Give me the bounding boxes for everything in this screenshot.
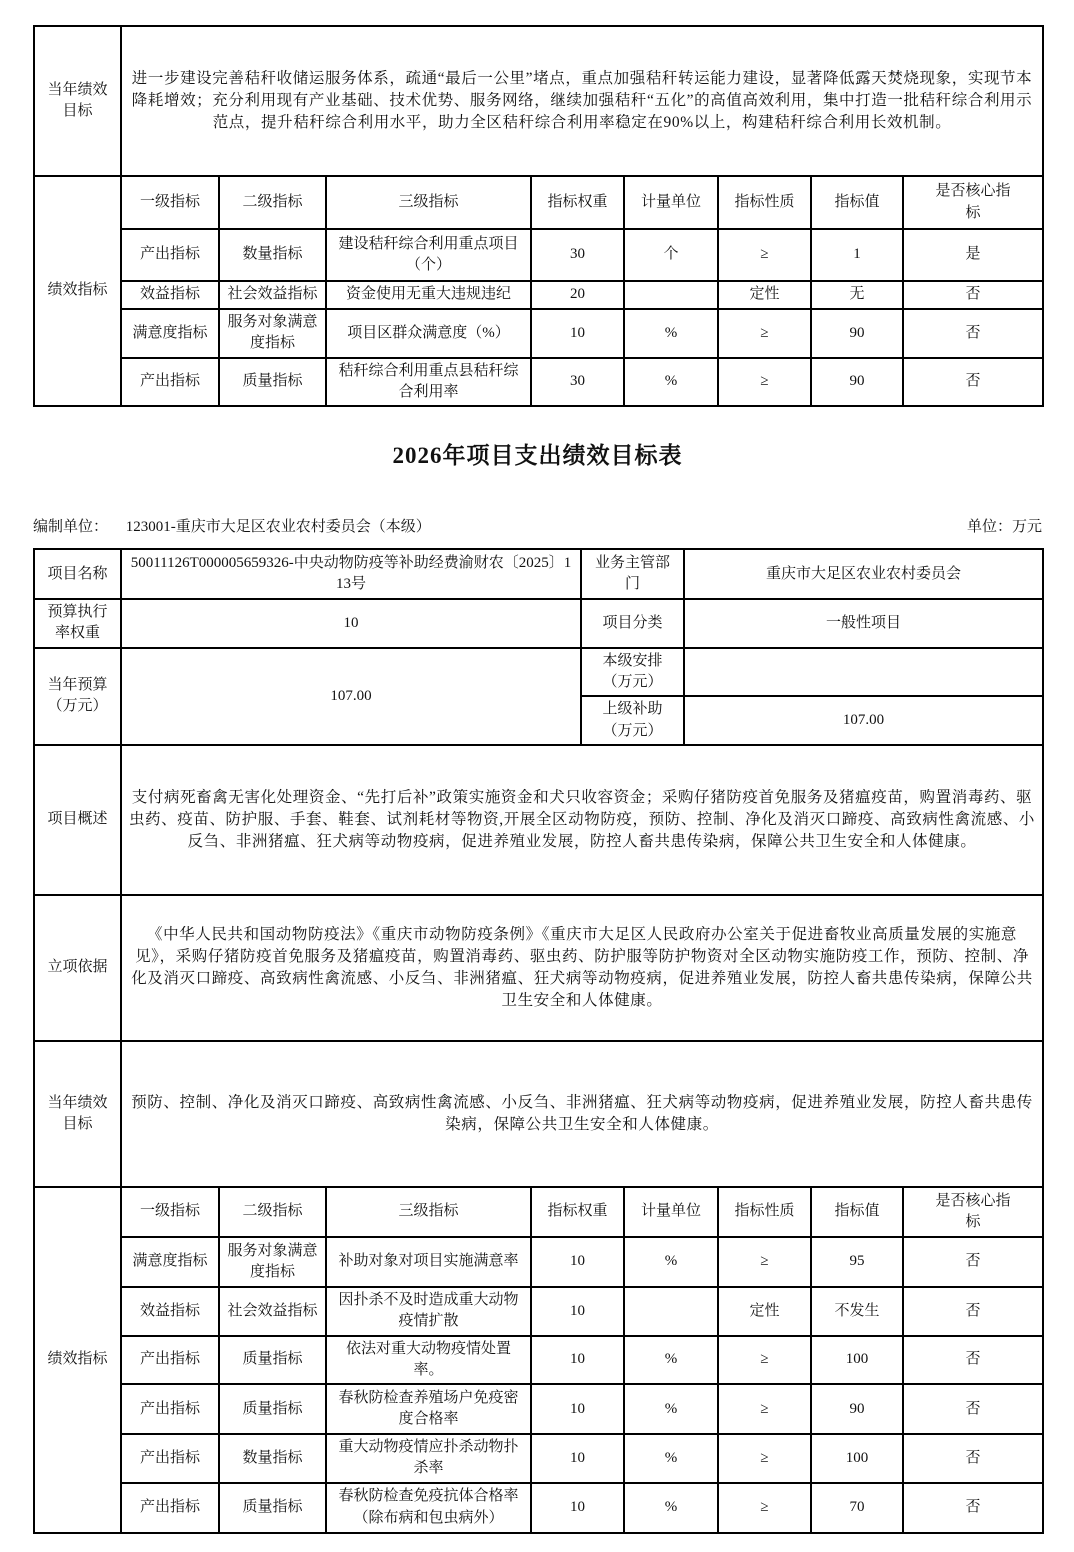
column-header-level3: 三级指标 [326, 1187, 531, 1237]
annual-goal-row [34, 26, 1043, 176]
nature-cell: ≥ [718, 1336, 811, 1385]
column-header-weight: 指标权重 [531, 176, 624, 229]
indicators-section-label: 绩效指标 [34, 176, 121, 406]
core-cell: 否 [903, 1384, 1043, 1434]
value-cell: 不发生 [811, 1287, 903, 1336]
weight-cell: 30 [531, 229, 624, 281]
indicator-row [34, 1287, 1043, 1336]
nature-cell: ≥ [718, 1237, 811, 1287]
core-cell: 否 [903, 358, 1043, 407]
weight-cell: 20 [531, 281, 624, 309]
top-performance-table [33, 25, 1044, 407]
level2-cell: 服务对象满意度指标 [219, 1237, 326, 1287]
core-cell: 否 [903, 1336, 1043, 1385]
indicator-row [34, 1384, 1043, 1434]
indicator-header-row [34, 1187, 1043, 1237]
nature-cell: ≥ [718, 1434, 811, 1483]
unit-cell: % [624, 1483, 718, 1533]
annual-goal-text: 预防、控制、净化及消灭口蹄疫、高致病性禽流感、小反刍、非洲猪瘟、狂犬病等动物疫病，促进养殖业发展，防控人畜共患传染病，保障公共卫生安全和人体健康。 [121, 1041, 1043, 1187]
level1-cell: 产出指标 [121, 229, 219, 281]
column-header-core-text: 是否核心指标 [935, 1192, 1011, 1230]
level1-cell: 产出指标 [121, 358, 219, 407]
value-cell: 95 [811, 1237, 903, 1287]
nature-cell: 定性 [718, 281, 811, 309]
dept-label: 业务主管部门 [581, 549, 684, 599]
level2-cell: 社会效益指标 [219, 281, 326, 309]
column-header-level3: 三级指标 [326, 176, 531, 229]
level1-cell: 产出指标 [121, 1434, 219, 1483]
column-header-weight: 指标权重 [531, 1187, 624, 1237]
core-cell: 否 [903, 1434, 1043, 1483]
overview-text: 支付病死畜禽无害化处理资金、“先打后补”政策实施资金和犬只收容资金；采购仔猪防疫首免服务及猪瘟疫苗，购置消毒药、驱虫药、疫苗、防护服、手套、鞋套、试剂耗材等物资,开展全区动物防疫，预防、控制、净化及消灭口蹄疫、高致病性禽流感、小反刍、非洲猪瘟、狂犬病等动物疫病，促进养殖业发展，防控人畜共患传染病，保障公共卫生安全和人体健康。 [121, 745, 1043, 895]
budget-value: 107.00 [121, 648, 581, 745]
value-cell: 1 [811, 229, 903, 281]
level2-cell: 社会效益指标 [219, 1287, 326, 1336]
budget-row [34, 648, 1043, 697]
unit-cell: 个 [624, 229, 718, 281]
weight-cell: 10 [531, 309, 624, 358]
core-cell: 否 [903, 1483, 1043, 1533]
meta-line [33, 515, 1042, 536]
value-cell: 无 [811, 281, 903, 309]
annual-goal-label: 当年绩效目标 [34, 26, 121, 176]
exec-weight-row [34, 599, 1043, 648]
subsidy-label: 上级补助（万元） [581, 696, 684, 745]
core-cell: 否 [903, 1287, 1043, 1336]
column-header-level1: 一级指标 [121, 176, 219, 229]
unit-cell [624, 1287, 718, 1336]
project-name-label: 项目名称 [34, 549, 121, 599]
weight-cell: 10 [531, 1237, 624, 1287]
column-header-core [903, 1187, 1043, 1237]
weight-cell: 10 [531, 1483, 624, 1533]
value-cell: 90 [811, 1384, 903, 1434]
prepared-by-label: 编制单位： [33, 519, 109, 536]
level2-cell: 服务对象满意度指标 [219, 309, 326, 358]
annual-goal-row [34, 1041, 1043, 1187]
indicators-section-label: 绩效指标 [34, 1187, 121, 1533]
project-info-table [33, 548, 1044, 1188]
level1-cell: 产出指标 [121, 1483, 219, 1533]
level3-cell: 建设秸秆综合利用重点项目（个） [326, 229, 531, 281]
project-indicator-table [33, 1186, 1044, 1534]
unit-note: 单位：万元 [966, 519, 1042, 536]
indicator-row [34, 229, 1043, 281]
project-name-value: 50011126T000005659326-中央动物防疫等补助经费渝财农〔2025〕113号 [121, 549, 581, 599]
budget-label: 当年预算（万元） [34, 648, 121, 745]
weight-cell: 30 [531, 358, 624, 407]
level3-cell: 重大动物疫情应扑杀动物扑杀率 [326, 1434, 531, 1483]
nature-cell: ≥ [718, 309, 811, 358]
nature-cell: ≥ [718, 229, 811, 281]
column-header-unit: 计量单位 [624, 1187, 718, 1237]
core-cell: 否 [903, 281, 1043, 309]
core-cell: 否 [903, 309, 1043, 358]
level1-cell: 效益指标 [121, 1287, 219, 1336]
exec-weight-value: 10 [121, 599, 581, 648]
column-header-nature: 指标性质 [718, 1187, 811, 1237]
basis-label: 立项依据 [34, 895, 121, 1041]
level1-cell: 效益指标 [121, 281, 219, 309]
unit-cell: % [624, 1237, 718, 1287]
indicator-row [34, 281, 1043, 309]
unit-cell: % [624, 309, 718, 358]
indicator-header-row [34, 176, 1043, 229]
indicator-row [34, 358, 1043, 407]
core-cell: 否 [903, 1237, 1043, 1287]
unit-cell: % [624, 1384, 718, 1434]
weight-cell: 10 [531, 1434, 624, 1483]
prepared-by [33, 515, 431, 536]
level2-cell: 质量指标 [219, 358, 326, 407]
local-arrangement-label: 本级安排（万元） [581, 648, 684, 697]
level3-cell: 秸秆综合利用重点县秸秆综合利用率 [326, 358, 531, 407]
level3-cell: 因扑杀不及时造成重大动物疫情扩散 [326, 1287, 531, 1336]
category-value: 一般性项目 [684, 599, 1043, 648]
nature-cell: ≥ [718, 358, 811, 407]
subsidy-value: 107.00 [684, 696, 1043, 745]
indicator-row [34, 1483, 1043, 1533]
unit-cell [624, 281, 718, 309]
value-cell: 90 [811, 309, 903, 358]
prepared-by-value: 123001-重庆市大足区农业农村委员会（本级） [125, 519, 431, 536]
column-header-core-text: 是否核心指标 [935, 183, 1011, 221]
nature-cell: ≥ [718, 1384, 811, 1434]
column-header-value: 指标值 [811, 176, 903, 229]
level2-cell: 数量指标 [219, 229, 326, 281]
level3-cell: 资金使用无重大违规违纪 [326, 281, 531, 309]
category-label: 项目分类 [581, 599, 684, 648]
level2-cell: 质量指标 [219, 1483, 326, 1533]
column-header-level2: 二级指标 [219, 1187, 326, 1237]
weight-cell: 10 [531, 1336, 624, 1385]
unit-cell: % [624, 1336, 718, 1385]
level3-cell: 春秋防检查养殖场户免疫密度合格率 [326, 1384, 531, 1434]
annual-goal-text: 进一步建设完善秸秆收储运服务体系，疏通“最后一公里”堵点，重点加强秸秆转运能力建设，显著降低露天焚烧现象，实现节本降耗增效；充分利用现有产业基础、技术优势、服务网络，继续加强秸秆“五化”的高值高效利用，集中打造一批秸秆综合利用示范点，提升秸秆综合利用水平，助力全区秸秆综合利用率稳定在90%以上，构建秸秆综合利用长效机制。 [121, 26, 1043, 176]
core-cell: 是 [903, 229, 1043, 281]
overview-label: 项目概述 [34, 745, 121, 895]
nature-cell: 定性 [718, 1287, 811, 1336]
basis-text: 《中华人民共和国动物防疫法》《重庆市动物防疫条例》《重庆市大足区人民政府办公室关于促进畜牧业高质量发展的实施意见》，采购仔猪防疫首免服务及猪瘟疫苗，购置消毒药、驱虫药、防护服等防护物资对全区动物实施防疫工作，预防、控制、净化及消灭口蹄疫、高致病性禽流感、小反刍、非洲猪瘟、狂犬病等动物疫病，促进养殖业发展，防控人畜共患传染病，保障公共卫生安全和人体健康。 [121, 895, 1043, 1041]
local-arrangement-value [684, 648, 1043, 697]
level1-cell: 满意度指标 [121, 309, 219, 358]
annual-goal-label: 当年绩效目标 [34, 1041, 121, 1187]
column-header-level1: 一级指标 [121, 1187, 219, 1237]
exec-weight-label: 预算执行率权重 [34, 599, 121, 648]
indicator-row [34, 1336, 1043, 1385]
value-cell: 100 [811, 1434, 903, 1483]
basis-row [34, 895, 1043, 1041]
column-header-core [903, 176, 1043, 229]
value-cell: 90 [811, 358, 903, 407]
unit-cell: % [624, 358, 718, 407]
level2-cell: 数量指标 [219, 1434, 326, 1483]
level3-cell: 依法对重大动物疫情处置率。 [326, 1336, 531, 1385]
level3-cell: 项目区群众满意度（%） [326, 309, 531, 358]
column-header-nature: 指标性质 [718, 176, 811, 229]
value-cell: 100 [811, 1336, 903, 1385]
column-header-unit: 计量单位 [624, 176, 718, 229]
column-header-value: 指标值 [811, 1187, 903, 1237]
indicator-row [34, 309, 1043, 358]
nature-cell: ≥ [718, 1483, 811, 1533]
level2-cell: 质量指标 [219, 1384, 326, 1434]
level2-cell: 质量指标 [219, 1336, 326, 1385]
unit-cell: % [624, 1434, 718, 1483]
project-name-row [34, 549, 1043, 599]
level1-cell: 产出指标 [121, 1384, 219, 1434]
value-cell: 70 [811, 1483, 903, 1533]
weight-cell: 10 [531, 1384, 624, 1434]
level1-cell: 产出指标 [121, 1336, 219, 1385]
overview-row [34, 745, 1043, 895]
indicator-row [34, 1237, 1043, 1287]
level3-cell: 补助对象对项目实施满意率 [326, 1237, 531, 1287]
page-title: 2026年项目支出绩效目标表 [392, 443, 683, 469]
dept-value: 重庆市大足区农业农村委员会 [684, 549, 1043, 599]
indicator-row [34, 1434, 1043, 1483]
column-header-level2: 二级指标 [219, 176, 326, 229]
level1-cell: 满意度指标 [121, 1237, 219, 1287]
level3-cell: 春秋防检查免疫抗体合格率（除布病和包虫病外） [326, 1483, 531, 1533]
weight-cell: 10 [531, 1287, 624, 1336]
